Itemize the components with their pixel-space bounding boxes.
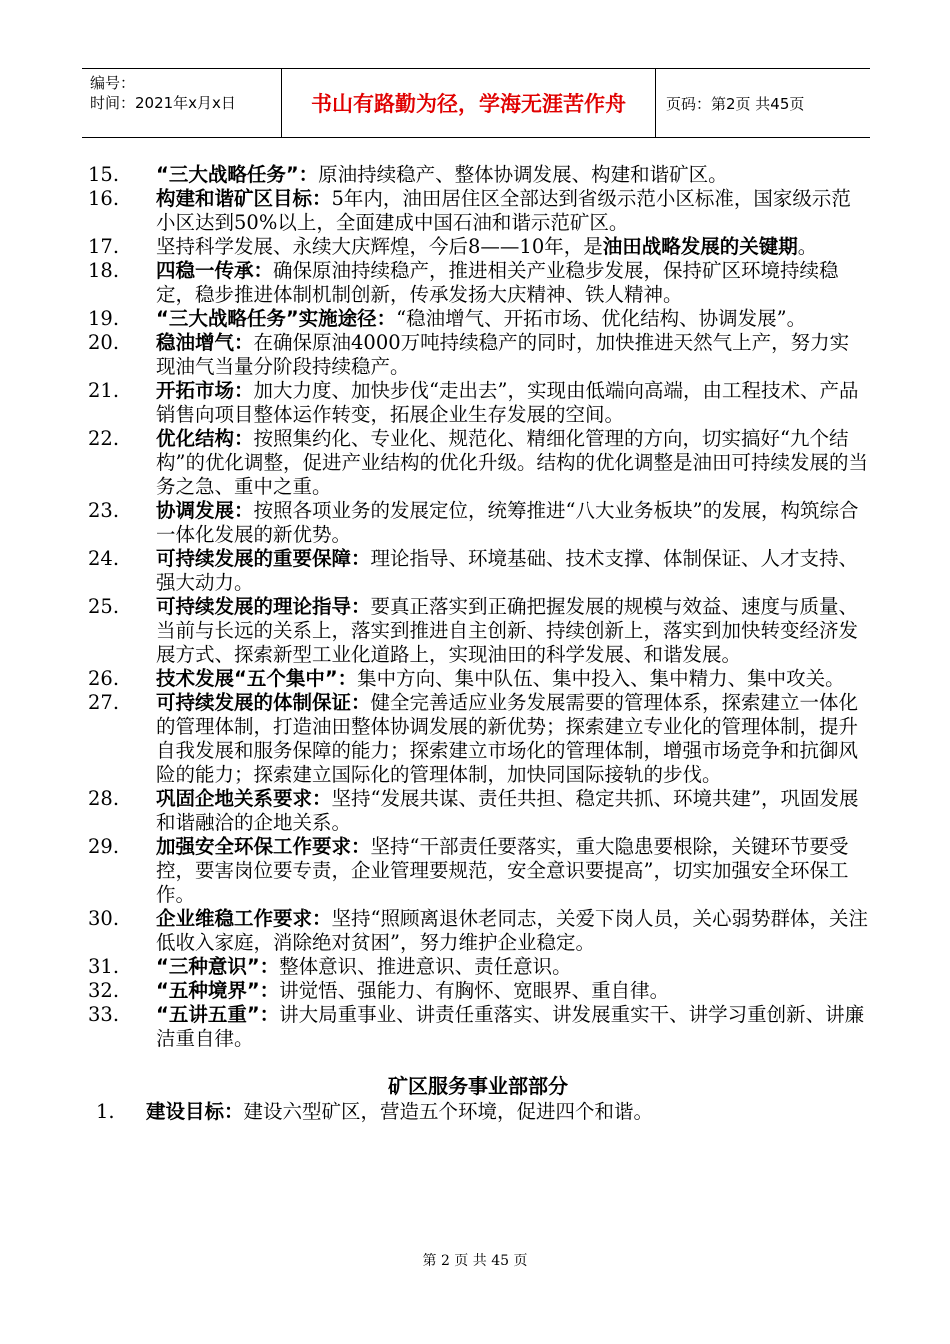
item-term: “五讲五重”： [156, 1003, 280, 1026]
item-text: 在确保原油4000万吨持续稳产的同时，加快推进天然气上产，努力实现油气当量分阶段持续稳产。 [156, 331, 850, 378]
item-text: 加大力度、加快步伐“走出去”，实现由低端向高端，由工程技术、产品销售向项目整体运作转变，拓展企业生存发展的空间。 [156, 379, 859, 426]
header-page-number: 页码：第2页 共45页 [666, 94, 805, 113]
item-text: 讲大局重事业、讲责任重落实、讲发展重实干、讲学习重创新、讲廉洁重自律。 [156, 1003, 865, 1050]
page-header [82, 68, 870, 138]
item-content [156, 427, 868, 498]
item-number: 29. [88, 835, 120, 858]
item-text: 讲觉悟、强能力、有胸怀、宽眼界、重自律。 [279, 979, 670, 1002]
item-text: 坚持“照顾离退休老同志，关爱下岗人员，关心弱势群体，关注低收入家庭，消除绝对贫困”，努力维护企业稳定。 [156, 907, 868, 954]
item-text: 集中方向、集中队伍、集中投入、集中精力、集中攻关。 [357, 667, 845, 690]
list-item [88, 667, 868, 691]
header-code: 编号： [90, 74, 136, 92]
list-item [88, 979, 868, 1003]
item-term: 优化结构： [156, 427, 254, 450]
item-number: 31. [88, 955, 120, 978]
item-text: 理论指导、环境基础、技术支撑、体制保证、人才支持、强大动力。 [156, 547, 859, 594]
item-term: “五种境界”： [156, 979, 280, 1002]
list-item [88, 163, 868, 187]
item-text: 健全完善适应业务发展需要的管理体系，探索建立一体化的管理体制，打造油田整体协调发展的新优势；探索建立专业化的管理体制，提升自我发展和服务保障的能力；探索建立市场化的管理体制，增强市场竞争和抗御风险的能力；探索建立国际化的管理体制，加快同国际接轨的步伐。 [156, 691, 859, 786]
header-motto: 书山有路勤为径，学海无涯苦作舟 [282, 69, 656, 137]
list-item [88, 787, 868, 835]
item-content [156, 667, 845, 690]
item-term: 开拓市场： [156, 379, 254, 402]
item-text: 坚持科学发展、永续大庆辉煌，今后8——10年，是 [156, 235, 603, 258]
page-footer: 第 2 页 共 45 页 [422, 1253, 528, 1269]
item-text: 按照集约化、专业化、规范化、精细化管理的方向，切实搞好“九个结构”的优化调整，促进产业结构的优化升级。结构的优化调整是油田可持续发展的当务之急、重中之重。 [156, 427, 868, 498]
section-title: 矿区服务事业部部分 [388, 1074, 568, 1098]
item-number: 30. [88, 907, 120, 930]
list-item [88, 547, 868, 595]
item-number: 15. [88, 163, 120, 186]
item-number: 21. [88, 379, 120, 402]
list-item [88, 835, 868, 907]
item-tail: 。 [797, 235, 818, 258]
item-content [156, 787, 858, 834]
item-number: 16. [88, 187, 120, 210]
list-item [88, 1003, 868, 1051]
item-term: 巩固企地关系要求： [156, 787, 332, 810]
item-term: 可持续发展的理论指导： [156, 595, 371, 618]
item-term: 四稳一传承： [156, 259, 274, 282]
item-term: “三大战略任务”： [156, 163, 319, 186]
item-term: 可持续发展的体制保证： [156, 691, 371, 714]
item-term: 稳油增气： [156, 331, 254, 354]
item-text: 整体意识、推进意识、责任意识。 [279, 955, 572, 978]
item-term: “三大战略任务”实施途径： [156, 307, 397, 330]
list-item [88, 907, 868, 955]
item-term: 技术发展“五个集中”： [156, 667, 358, 690]
item-content [156, 187, 851, 234]
item-content [156, 307, 806, 330]
item-content [156, 835, 849, 906]
item-number: 18. [88, 259, 120, 282]
item-content [156, 979, 669, 1002]
item-content [156, 259, 839, 306]
section-list-item [88, 1099, 868, 1125]
item-content [156, 163, 728, 186]
item-term: 加强安全环保工作要求： [156, 835, 371, 858]
list-item [88, 379, 868, 427]
item-text: 确保原油持续稳产，推进相关产业稳步发展，保持矿区环境持续稳定，稳步推进体制机制创新，传承发扬大庆精神、铁人精神。 [156, 259, 839, 306]
item-number: 23. [88, 499, 120, 522]
item-text: 建设六型矿区，营造五个环境，促进四个和谐。 [243, 1100, 654, 1123]
item-emphasis: 油田战略发展的关键期 [602, 235, 798, 258]
list-item [88, 427, 868, 499]
item-content [156, 595, 858, 666]
item-number: 24. [88, 547, 120, 570]
item-number: 17. [88, 235, 120, 258]
item-content [156, 1003, 864, 1050]
item-number: 25. [88, 595, 120, 618]
item-term: 可持续发展的重要保障： [156, 547, 371, 570]
item-text: 原油持续稳产、整体协调发展、构建和谐矿区。 [318, 163, 728, 186]
list-item [88, 259, 868, 307]
item-content [146, 1100, 653, 1123]
item-number: 20. [88, 331, 120, 354]
item-term: 企业维稳工作要求： [156, 907, 332, 930]
list-item [88, 331, 868, 379]
item-text: 按照各项业务的发展定位，统筹推进“八大业务板块”的发展，构筑综合一体化发展的新优势。 [156, 499, 859, 546]
item-content [156, 907, 868, 954]
list-item [88, 691, 868, 787]
item-term: “三种意识”： [156, 955, 280, 978]
item-text: 坚持“干部责任要落实，重大隐患要根除，关键环节要受控，要害岗位要专责，企业管理要规范，安全意识要提高”，切实加强安全环保工作。 [156, 835, 849, 906]
item-term: 协调发展： [156, 499, 254, 522]
item-text: 要真正落实到正确把握发展的规模与效益、速度与质量、当前与长远的关系上，落实到推进自主创新、持续创新上，落实到加快转变经济发展方式、探索新型工业化道路上，实现油田的科学发展、和谐发展。 [156, 595, 859, 666]
item-number: 26. [88, 667, 120, 690]
item-number: 22. [88, 427, 120, 450]
item-number: 28. [88, 787, 120, 810]
list-item [88, 307, 868, 331]
item-content [156, 331, 849, 378]
item-number: 27. [88, 691, 120, 714]
item-content [156, 379, 858, 426]
item-number: 19. [88, 307, 120, 330]
item-text: 坚持“发展共谋、责任共担、稳定共抓、环境共建”，巩固发展和谐融洽的企地关系。 [156, 787, 859, 834]
item-term: 建设目标： [146, 1100, 244, 1123]
item-text: 5年内，油田居住区全部达到省级示范小区标准，国家级示范小区达到50%以上，全面建成中国石油和谐示范矿区。 [156, 187, 851, 234]
item-content [156, 955, 572, 978]
header-meta [82, 69, 282, 137]
item-content [156, 691, 858, 786]
header-date: 时间：2021年x月x日 [90, 94, 236, 112]
list-item [88, 595, 868, 667]
item-content [156, 499, 858, 546]
item-term: 构建和谐矿区目标： [156, 187, 332, 210]
list-item [88, 187, 868, 235]
item-number: 1. [96, 1100, 115, 1123]
item-content [156, 547, 858, 594]
item-number: 33. [88, 1003, 120, 1026]
item-number: 32. [88, 979, 120, 1002]
item-content [156, 235, 817, 258]
list-item [88, 499, 868, 547]
list-item [88, 955, 868, 979]
document-body [88, 163, 868, 1125]
list-item [88, 235, 868, 259]
item-text: “稳油增气、开拓市场、优化结构、协调发展”。 [396, 307, 807, 330]
